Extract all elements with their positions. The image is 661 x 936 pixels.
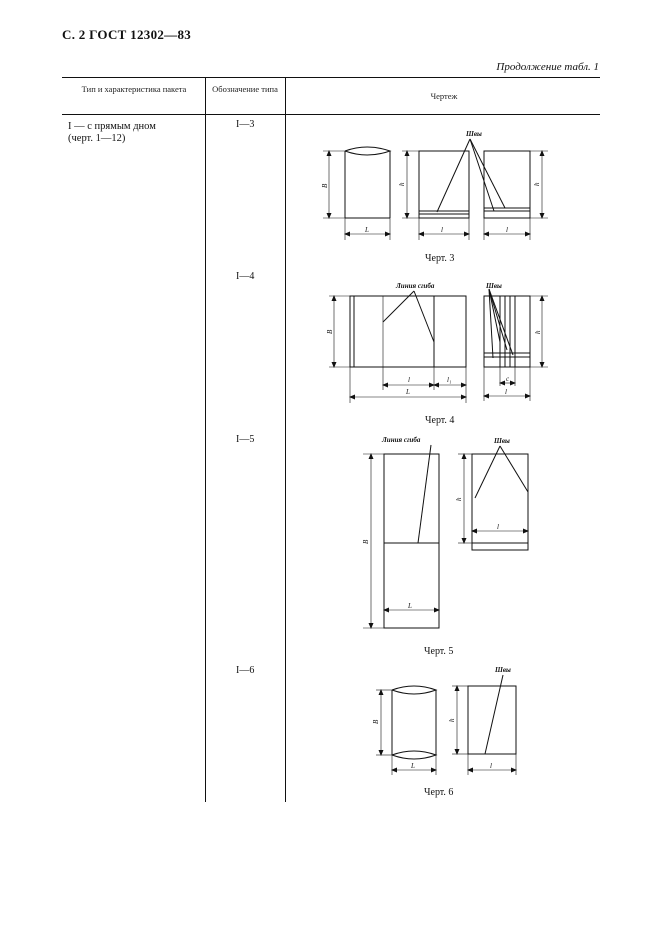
dim-l1-4: l₁ [447, 376, 452, 384]
dim-B-5: B [362, 539, 370, 544]
dim-h-6: h [448, 718, 456, 722]
seams-label-3: Швы [466, 130, 482, 138]
dim-c-4: c [506, 375, 510, 383]
page-header: С. 2 ГОСТ 12302—83 [62, 27, 192, 42]
caption-drawing-5: Черт. 5 [424, 646, 454, 657]
package-type-line1: I — с прямым дном [68, 121, 156, 132]
type-code-4: I—4 [236, 271, 255, 282]
caption-drawing-3: Черт. 3 [425, 253, 455, 264]
package-type-line2: (черт. 1—12) [68, 133, 126, 144]
caption-drawing-4: Черт. 4 [425, 415, 455, 426]
type-code-5: I—5 [236, 434, 255, 445]
dim-l-5: l [497, 523, 499, 531]
dim-L-3: L [365, 226, 369, 234]
dim-h-3a: h [398, 182, 406, 186]
drawing-6 [376, 675, 516, 775]
drawing-3 [323, 139, 548, 240]
drawing-4 [329, 289, 548, 403]
dim-L-4: L [406, 388, 410, 396]
dim-h-4: h [534, 330, 542, 334]
fold-line-label-4: Линия сгиба [396, 282, 435, 290]
dim-L-5: L [408, 602, 412, 610]
seams-label-5: Швы [494, 437, 510, 445]
column-header-code-text: Обозначение типа [212, 84, 278, 94]
type-code-3: I—3 [236, 119, 255, 130]
column-header-drawing-text: Чертеж [430, 91, 458, 101]
dim-h-5: h [455, 497, 463, 501]
caption-drawing-6: Черт. 6 [424, 787, 454, 798]
dim-h-3b: h [533, 182, 541, 186]
seams-label-4: Швы [486, 282, 502, 290]
dim-L-6: L [411, 762, 415, 770]
dim-l-4b: l [505, 388, 507, 396]
dim-l-3b: l [506, 226, 508, 234]
dim-l-3a: l [441, 226, 443, 234]
table-continuation-note: Продолжение табл. 1 [496, 61, 599, 73]
column-header-type-text: Тип и характеристика пакета [81, 84, 187, 94]
dim-l-6: l [490, 762, 492, 770]
type-code-6: I—6 [236, 665, 255, 676]
dim-B-6: B [372, 719, 380, 724]
drawing-5 [363, 445, 528, 628]
dim-l-4: l [408, 376, 410, 384]
fold-line-label-5: Линия сгиба [382, 436, 421, 444]
seams-label-6: Швы [495, 666, 511, 674]
dim-B-4: B [326, 329, 334, 334]
dim-B-3: B [321, 183, 329, 188]
